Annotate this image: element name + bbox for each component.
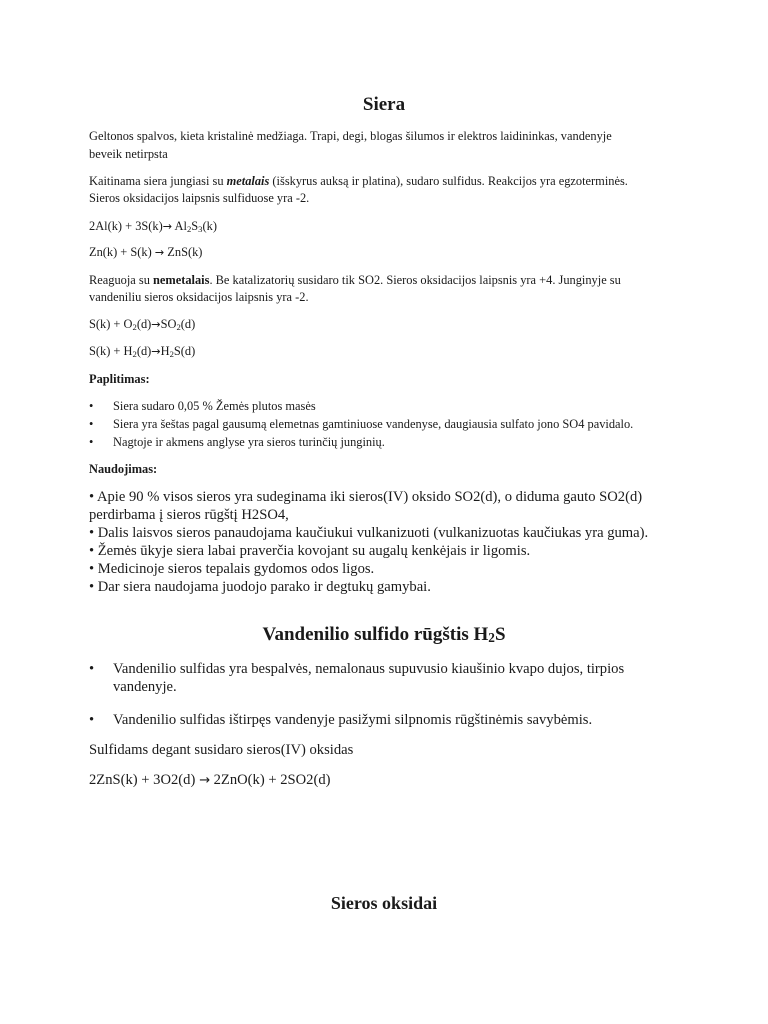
usage-heading: Naudojimas: — [89, 462, 158, 476]
equation-h2s: $S(k) + H_2(d)\to H_2S(d)$ — [89, 344, 196, 359]
occurrence-list — [89, 398, 633, 451]
usage-line: • Dar siera naudojama juodojo parako ir degtukų gamybai. — [89, 579, 431, 595]
usage-block — [89, 488, 648, 596]
usage-line: • Medicinoje sieros tepalais gydomos odos ligos. — [89, 561, 375, 577]
equation-al2s3: $2Al(k) + 3S(k)\to Al_2S_3(k)$ — [89, 219, 217, 234]
h2s-list — [89, 660, 624, 696]
arrow-icon: → — [198, 773, 210, 788]
usage-line: perdirbama į sieros rūgštį H2SO4, — [89, 507, 289, 523]
metals-bold-term: metalais — [226, 174, 270, 188]
list-item: • Siera yra šeštas pagal gausumą elemetnas gamtiniuose vandenyse, daugiausia sulfato jono SO4 pavidalo. — [89, 416, 633, 433]
oxides-section-title: Sieros oksidai — [330, 893, 438, 913]
metals-line-2: Sieros oksidacijos laipsnis sulfiduose yra -2. — [89, 191, 310, 205]
list-item: • Siera sudaro 0,05 % Žemės plutos masės — [89, 398, 633, 415]
h2s-section-title: Vandenilio sulfido rūgštis $H_2S$ — [262, 624, 506, 645]
metals-paragraph: Kaitinama siera jungiasi su metalais (išskyrus auksą ir platina), sudaro sulfidus. Reakcijos yra egzoterminės. — [89, 174, 628, 188]
page-title: Siera — [362, 94, 406, 115]
nonmetals-line-2: vandeniliu sieros oksidacijos laipsnis yra -2. — [89, 290, 309, 304]
list-item: • Nagtoje ir akmens anglyse yra sieros turinčių junginių. — [89, 434, 633, 451]
arrow-icon: → — [162, 220, 173, 233]
intro-line-2: beveik netirpsta — [89, 147, 168, 161]
list-item: • Vandenilio sulfidas yra bespalvės, nemalonaus supuvusio kiaušinio kvapo dujos, tirpios vandenyje. — [89, 660, 624, 696]
arrow-icon: → — [151, 318, 161, 331]
list-item: • Vandenilio sulfidas ištirpęs vandenyje pasižymi silpnomis rūgštinėmis savybėmis. — [89, 711, 592, 729]
usage-line: • Dalis laisvos sieros panaudojama kaučiukui vulkanizuoti (vulkanizuotas kaučiukas yra guma). — [89, 525, 649, 541]
equation-zns: Zn(k) + S(k) → ZnS(k) — [89, 245, 203, 259]
arrow-icon: → — [151, 345, 161, 358]
arrow-icon: → — [154, 246, 165, 259]
nonmetals-bold-term: nemetalais — [153, 273, 210, 287]
equation-so2: $S(k) + O_2(d)\to SO_2(d)$ — [89, 317, 196, 332]
h2s-list-2 — [89, 711, 592, 729]
nonmetals-paragraph: Reaguoja su nemetalais. Be katalizatorių susidaro tik SO2. Sieros oksidacijos laipsnis yra +4. Junginyje su — [89, 273, 621, 287]
equation-zno: 2ZnS(k) + 3O2(d) → 2ZnO(k) + 2SO2(d) — [89, 772, 331, 788]
sulfide-combustion-line: Sulfidams degant susidaro sieros(IV) oksidas — [89, 742, 354, 758]
intro-line-1: Geltonos spalvos, kieta kristalinė medžiaga. Trapi, degi, blogas šilumos ir elektros laidininkas, vandenyje — [89, 129, 612, 143]
occurrence-heading: Paplitimas: — [89, 372, 150, 386]
usage-line: • Žemės ūkyje siera labai praverčia kovojant su augalų kenkėjais ir ligomis. — [89, 543, 531, 559]
usage-line: • Apie 90 % visos sieros yra sudeginama iki sieros(IV) oksido SO2(d), o diduma gauto SO2(d) — [89, 489, 643, 505]
